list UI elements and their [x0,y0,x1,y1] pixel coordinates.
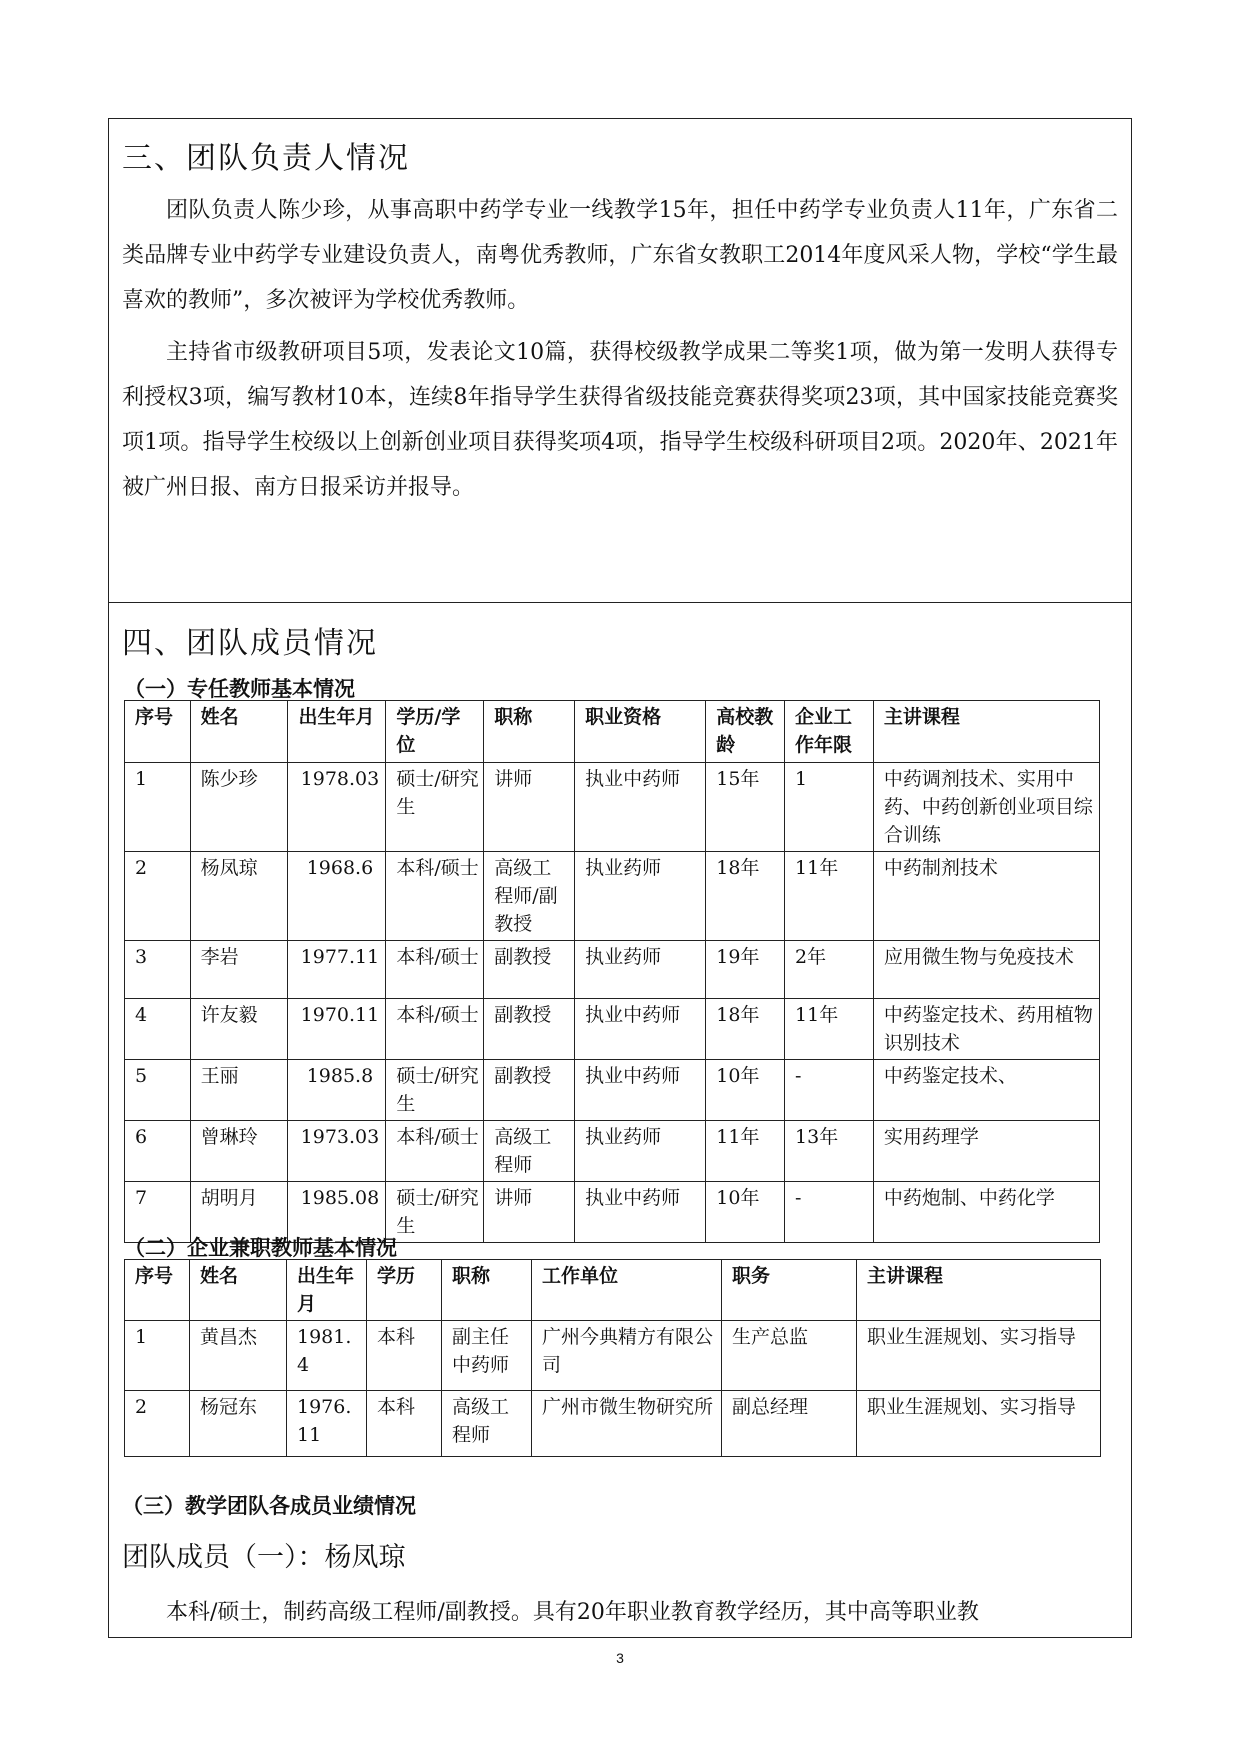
table-cell: 19年 [706,941,785,999]
section-4-title: 四、团队成员情况 [122,626,378,661]
table-cell: 职业生涯规划、实习指导 [857,1391,1101,1457]
section-3-title: 三、团队负责人情况 [122,141,410,176]
table-cell: 13年 [785,1121,874,1182]
table-cell: 15年 [706,763,785,852]
table-cell: 6 [125,1121,191,1182]
column-header: 序号 [125,1260,190,1321]
column-header: 序号 [125,701,191,763]
column-header: 企业工作年限 [785,701,874,763]
column-header: 职业资格 [575,701,706,763]
table-cell: 执业中药师 [575,1182,706,1243]
table-cell: 11年 [706,1121,785,1182]
table-cell: 11年 [785,999,874,1060]
table-cell: 2 [125,852,191,941]
full-time-teachers-title: （一）专任教师基本情况 [124,677,355,701]
part-time-teachers-table [124,1259,1101,1457]
page-number: 3 [616,1650,624,1666]
table-cell: 2 [125,1391,190,1457]
table-cell: 2年 [785,941,874,999]
table-cell: 讲师 [484,1182,575,1243]
table-cell: 执业药师 [575,941,706,999]
table-cell: 1 [125,763,191,852]
column-header: 姓名 [190,1260,287,1321]
table-cell: 副教授 [484,1060,575,1121]
table-cell: 讲师 [484,763,575,852]
table-row [125,941,1100,999]
table-header-row [125,701,1100,763]
table-cell: 18年 [706,852,785,941]
column-header: 职务 [722,1260,857,1321]
column-header: 工作单位 [532,1260,722,1321]
table-cell: 许友毅 [190,999,288,1060]
table-cell: 1 [125,1321,190,1391]
leader-paragraph-2: 主持省市级教研项目5项，发表论文10篇，获得校级教学成果二等奖1项，做为第一发明人获得专利授权3项，编写教材10本，连续8年指导学生获得省级技能竞赛获得奖项23项，其中国家技能竞赛奖项1项。指导学生校级以上创新创业项目获得奖项4项，指导学生校级科研项目2项。2020年、2021年被广州日报、南方日报采访并报导。 [122,340,1118,500]
column-header: 出生年月 [287,1260,367,1321]
table-cell: 硕士/研究生 [386,763,484,852]
table-cell: 本科 [367,1321,442,1391]
table-cell: 18年 [706,999,785,1060]
table-cell: 职业生涯规划、实习指导 [857,1321,1101,1391]
table-cell: 生产总监 [722,1321,857,1391]
table-cell: 10年 [706,1060,785,1121]
table-row [125,1060,1100,1121]
table-header-row [125,1260,1101,1321]
performance-title: （三）教学团队各成员业绩情况 [122,1494,416,1518]
full-time-teachers-table [124,700,1100,1243]
table-cell: 本科/硕士 [386,1121,484,1182]
table-row [125,1321,1101,1391]
table-cell: 广州今典精方有限公司 [532,1321,722,1391]
table-cell: 广州市微生物研究所 [532,1391,722,1457]
table-cell: 1976.11 [287,1391,367,1457]
part-time-teachers-title: （二）企业兼职教师基本情况 [124,1236,397,1260]
member-title: 团队成员（一）：杨凤琼 [122,1542,406,1573]
table-cell: 4 [125,999,191,1060]
table-cell: 杨冠东 [190,1391,287,1457]
table-cell: 高级工程师 [484,1121,575,1182]
table-cell: 副教授 [484,999,575,1060]
table-row [125,763,1100,852]
table-cell: 1 [785,763,874,852]
table-cell: 中药炮制、中药化学 [873,1182,1099,1243]
table-cell: 本科/硕士 [386,999,484,1060]
table-cell: 1970.11 [288,999,386,1060]
table-cell: 曾琳玲 [190,1121,288,1182]
table-row [125,852,1100,941]
column-header: 出生年月 [288,701,386,763]
table-cell: 陈少珍 [190,763,288,852]
table-cell: 高级工程师/副教授 [484,852,575,941]
table-cell: 李岩 [190,941,288,999]
table-cell: 中药制剂技术 [873,852,1099,941]
section-divider [108,602,1132,603]
table-cell: 3 [125,941,191,999]
table-cell: - [785,1182,874,1243]
table-cell: 执业中药师 [575,763,706,852]
table-cell: 黄昌杰 [190,1321,287,1391]
table-cell: 实用药理学 [873,1121,1099,1182]
table-cell: 硕士/研究生 [386,1060,484,1121]
column-header: 姓名 [190,701,288,763]
table-cell: 副教授 [484,941,575,999]
table-cell: 1985.08 [288,1182,386,1243]
table-cell: 执业中药师 [575,999,706,1060]
column-header: 学历/学位 [386,701,484,763]
table-cell: 7 [125,1182,191,1243]
table-cell: 王丽 [190,1060,288,1121]
table-cell: 副总经理 [722,1391,857,1457]
table-row [125,1121,1100,1182]
table-cell: 副主任中药师 [442,1321,532,1391]
table-row [125,1391,1101,1457]
column-header: 职称 [484,701,575,763]
table-cell: 1985.8 [288,1060,386,1121]
table-cell: 杨凤琼 [190,852,288,941]
table-cell: 高级工程师 [442,1391,532,1457]
table-cell: 应用微生物与免疫技术 [873,941,1099,999]
table-cell: - [785,1060,874,1121]
member-paragraph: 本科/硕士，制药高级工程师/副教授。具有20年职业教育教学经历，其中高等职业教 [166,1600,979,1625]
table-cell: 本科/硕士 [386,852,484,941]
leader-paragraph-1: 团队负责人陈少珍，从事高职中药学专业一线教学15年，担任中药学专业负责人11年，广东省二类品牌专业中药学专业建设负责人，南粤优秀教师，广东省女教职工2014年度风采人物，学校“学生最喜欢的教师”，多次被评为学校优秀教师。 [122,198,1118,313]
table-cell: 1968.6 [288,852,386,941]
column-header: 学历 [367,1260,442,1321]
table-row [125,999,1100,1060]
table-cell: 1973.03 [288,1121,386,1182]
table-cell: 硕士/研究生 [386,1182,484,1243]
table-cell: 1978.03 [288,763,386,852]
table-cell: 10年 [706,1182,785,1243]
table-cell: 1981.4 [287,1321,367,1391]
table-cell: 5 [125,1060,191,1121]
table-cell: 中药调剂技术、实用中药、中药创新创业项目综合训练 [873,763,1099,852]
table-cell: 11年 [785,852,874,941]
column-header: 高校教龄 [706,701,785,763]
table-cell: 本科 [367,1391,442,1457]
column-header: 主讲课程 [857,1260,1101,1321]
table-cell: 执业药师 [575,852,706,941]
table-cell: 1977.11 [288,941,386,999]
table-cell: 执业药师 [575,1121,706,1182]
table-cell: 执业中药师 [575,1060,706,1121]
table-cell: 胡明月 [190,1182,288,1243]
table-cell: 中药鉴定技术、药用植物识别技术 [873,999,1099,1060]
column-header: 职称 [442,1260,532,1321]
table-cell: 本科/硕士 [386,941,484,999]
table-cell: 中药鉴定技术、 [873,1060,1099,1121]
column-header: 主讲课程 [873,701,1099,763]
